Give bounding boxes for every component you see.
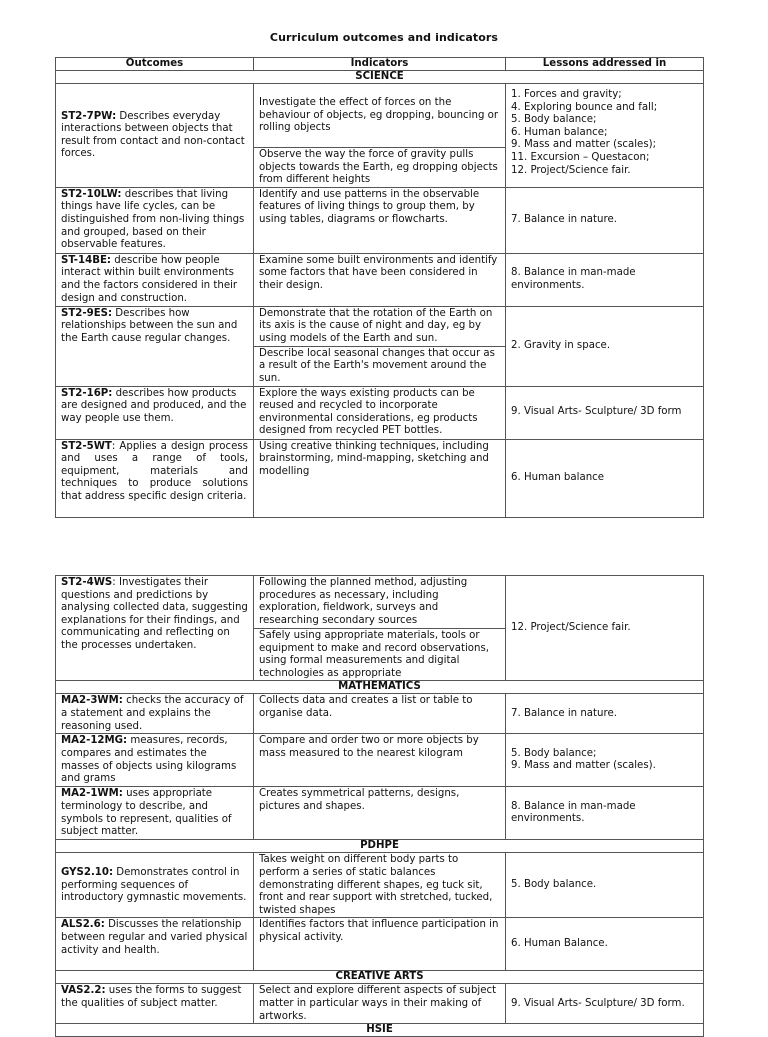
outcome-code: ST-14BE: (61, 254, 111, 266)
outcome-cell (56, 734, 254, 787)
outcome-text: measures, records, compares and estimates the masses of objects using kilograms and grams (61, 735, 237, 785)
document-title: Curriculum outcomes and indicators (269, 31, 499, 44)
indicator-cell: Creates symmetrical patterns, designs, pictures and shapes. (254, 787, 506, 840)
outcome-text: Describes everyday interactions between objects that result from contact and non-contact forces. (61, 110, 245, 160)
lesson-item: 5. Body balance; (511, 747, 597, 759)
lessons-cell: 8. Balance in man-made environments. (506, 253, 704, 306)
indicator-cell: Safely using appropriate materials, tools or equipment to make and record observations, using formal measurements and digital technologies as appropriate (254, 629, 506, 681)
lesson-item: 11. Excursion – Questacon; (511, 151, 650, 163)
lessons-cell: 9. Visual Arts- Sculpture/ 3D form. (506, 984, 704, 1024)
outcome-code: GYS2.10: (61, 866, 114, 878)
outcome-code: MA2-3WM: (61, 695, 123, 707)
table-row (56, 734, 704, 787)
indicator-cell: Compare and order two or more objects by mass measured to the nearest kilogram (254, 734, 506, 787)
outcome-code: VAS2.2: (61, 985, 106, 997)
table-row (56, 787, 704, 840)
outcome-text: describe how people interact within built environments and the factors considered in their design and construction. (61, 254, 238, 304)
lessons-cell: 6. Human balance (506, 439, 704, 517)
lesson-item: 1. Forces and gravity; (511, 89, 622, 100)
outcome-cell (56, 984, 254, 1024)
section-row-creative-arts (56, 971, 704, 984)
indicator-cell: Demonstrate that the rotation of the Earth on its axis is the cause of night and day, eg by using models of the Earth and sun. (254, 306, 506, 346)
section-heading-pdhpe: PDHPE (56, 840, 704, 853)
table-row (56, 187, 704, 253)
outcome-code: MA2-12MG: (61, 735, 128, 747)
outcome-code: MA2-1WM: (61, 788, 123, 800)
lesson-item: 9. Mass and matter (scales). (511, 760, 656, 772)
lessons-cell: 2. Gravity in space. (506, 306, 704, 386)
table-row (56, 853, 704, 918)
curriculum-table-part-2 (55, 575, 704, 1037)
curriculum-table-part-1 (55, 57, 704, 518)
section-heading-science: SCIENCE (56, 71, 704, 84)
section-row-mathematics (56, 681, 704, 694)
indicator-cell: Identify and use patterns in the observable features of living things to group them, by using tables, diagrams or flowcharts. (254, 187, 506, 253)
outcome-code: ST2-4WS (61, 577, 113, 588)
outcome-cell (56, 84, 254, 188)
lessons-cell: 6. Human Balance. (506, 918, 704, 971)
lessons-cell: 9. Visual Arts- Sculpture/ 3D form (506, 386, 704, 439)
indicator-cell: Following the planned method, adjusting procedures as necessary, including exploration, fieldwork, surveys and researching secondary sources (254, 576, 506, 629)
section-heading-creative-arts: CREATIVE ARTS (56, 971, 704, 984)
lessons-cell: 5. Body balance. (506, 853, 704, 918)
outcome-cell (56, 853, 254, 918)
outcome-code: ALS2.6: (61, 919, 105, 931)
header-row (56, 58, 704, 71)
outcome-code: ST2-10LW: (61, 188, 122, 200)
outcome-code: ST2-16P: (61, 387, 113, 399)
section-row-hsie (56, 1024, 704, 1037)
indicator-cell: Investigate the effect of forces on the behaviour of objects, eg dropping, bouncing or rolling objects (254, 84, 506, 148)
outcome-cell (56, 253, 254, 306)
outcome-cell (56, 576, 254, 681)
lessons-cell (506, 84, 704, 188)
lessons-cell: 7. Balance in nature. (506, 187, 704, 253)
lessons-cell: 8. Balance in man-made environments. (506, 787, 704, 840)
header-outcomes: Outcomes (56, 58, 254, 71)
section-heading-hsie: HSIE (56, 1024, 704, 1037)
lessons-cell: 12. Project/Science fair. (506, 576, 704, 681)
lesson-item: 4. Exploring bounce and fall; (511, 101, 658, 113)
outcome-text: uses the forms to suggest the qualities of subject matter. (61, 985, 242, 1009)
outcome-cell (56, 439, 254, 517)
indicator-cell: Using creative thinking techniques, including brainstorming, mind-mapping, sketching and modelling (254, 439, 506, 517)
table-row (56, 918, 704, 971)
outcome-text: describes that living things have life cycles, can be distinguished from non-living things and grouped, based on their observable features. (61, 188, 245, 251)
indicator-cell: Observe the way the force of gravity pulls objects towards the Earth, eg dropping objects from different heights (254, 148, 506, 188)
outcome-text: Describes how relationships between the sun and the Earth cause regular changes. (61, 307, 238, 344)
lesson-item: 5. Body balance; (511, 114, 597, 126)
outcome-text: : Investigates their questions and predictions by analysing collected data, suggesting explanations for their findings, and communicating and reflecting on the processes undertaken. (61, 577, 248, 651)
outcome-cell (56, 787, 254, 840)
outcome-code: ST2-7PW: (61, 110, 117, 122)
table-row (56, 84, 704, 148)
outcome-text: describes how products are designed and produced, and the way people use them. (61, 387, 247, 424)
outcome-cell (56, 386, 254, 439)
section-row-pdhpe (56, 840, 704, 853)
table-row (56, 386, 704, 439)
outcome-cell (56, 306, 254, 386)
indicator-cell: Takes weight on different body parts to perform a series of static balances demonstrating different shapes, eg tuck sit, front and rear support with stretched, tucked, twisted shapes (254, 853, 506, 918)
outcome-code: ST2-5WT (61, 440, 112, 452)
table-row (56, 253, 704, 306)
indicator-cell: Identifies factors that influence participation in physical activity. (254, 918, 506, 971)
section-row-science (56, 71, 704, 84)
outcome-cell (56, 918, 254, 971)
indicator-cell: Describe local seasonal changes that occur as a result of the Earth's movement around the sun. (254, 346, 506, 386)
outcome-cell (56, 187, 254, 253)
indicator-cell: Examine some built environments and identify some factors that have been considered in their design. (254, 253, 506, 306)
outcome-text: Discusses the relationship between regular and varied physical activity and health. (61, 919, 248, 956)
section-heading-mathematics: MATHEMATICS (56, 681, 704, 694)
outcome-text: uses appropriate terminology to describe, and symbols to represent, qualities of subject matter. (61, 788, 232, 838)
lesson-item: 12. Project/Science fair. (511, 164, 631, 176)
table-row (56, 694, 704, 734)
table-row (56, 984, 704, 1024)
table-row (56, 576, 704, 629)
header-lessons: Lessons addressed in (506, 58, 704, 71)
table-row (56, 306, 704, 346)
lessons-cell (506, 734, 704, 787)
indicator-cell: Select and explore different aspects of subject matter in particular ways in their making of artworks. (254, 984, 506, 1024)
header-indicators: Indicators (254, 58, 506, 71)
lessons-cell: 7. Balance in nature. (506, 694, 704, 734)
table-row (56, 439, 704, 517)
indicator-cell: Explore the ways existing products can be reused and recycled to incorporate environmental considerations, eg products designed from recycled PET bottles. (254, 386, 506, 439)
outcome-text: : Applies a design process and uses a range of tools, equipment, materials and techniques to produce solutions that address specific design criteria. (61, 440, 248, 502)
outcome-text: checks the accuracy of a statement and explains the reasoning used. (61, 695, 244, 732)
lesson-item: 9. Mass and matter (scales); (511, 139, 657, 151)
lesson-item: 6. Human balance; (511, 126, 608, 138)
indicator-cell: Collects data and creates a list or table to organise data. (254, 694, 506, 734)
outcome-code: ST2-9ES: (61, 307, 113, 319)
outcome-cell (56, 694, 254, 734)
outcome-text: Demonstrates control in performing sequences of introductory gymnastic movements. (61, 866, 247, 904)
